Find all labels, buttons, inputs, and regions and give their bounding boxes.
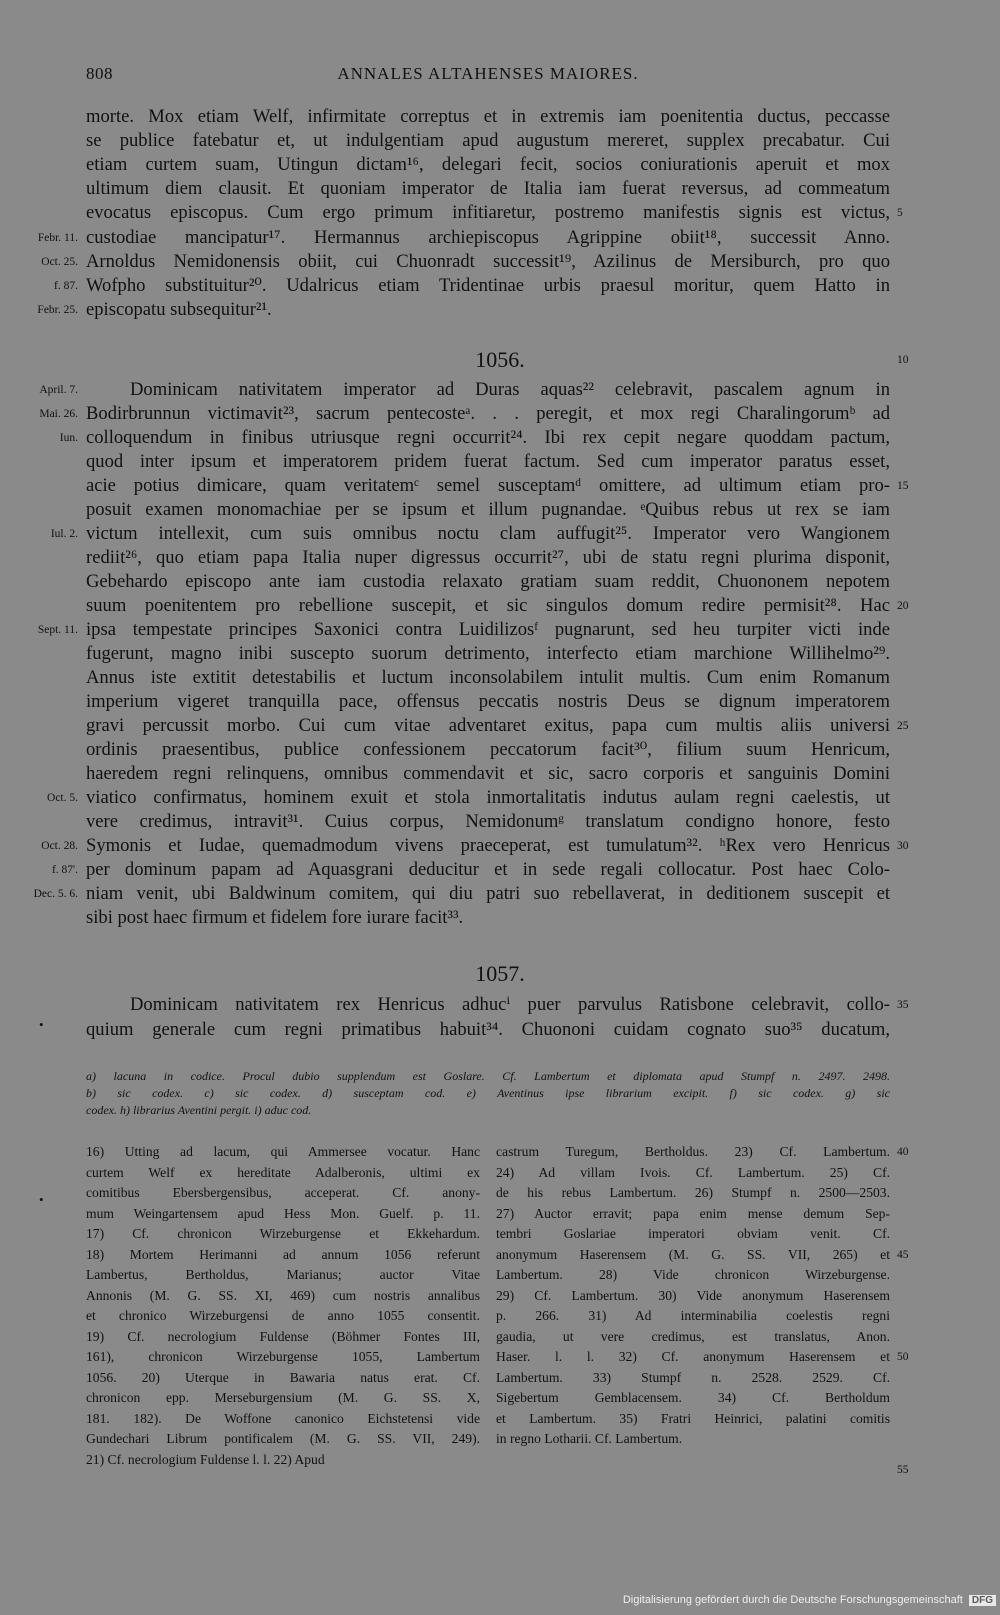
note-line: Gundechari Librum pontificalem (M. G. SS. VII, 249). xyxy=(86,1431,480,1446)
note-line: 18) Mortem Herimanni ad annum 1056 referunt xyxy=(86,1246,480,1262)
text-line: per dominum papam ad Aquasgrani deducitur et in sede regali collocatur. Post haec Colo- xyxy=(86,859,890,880)
footer-text: Digitalisierung gefördert durch die Deutsche Forschungsgemeinschaft xyxy=(622,1594,963,1606)
note-line: comitibus Ebersbergensibus, acceperat. Cf. anony- xyxy=(86,1185,480,1200)
text-line: se publice fatebatur et, ut indulgentiam apud augustum mereret, supplex precabatur. Cui xyxy=(86,130,890,152)
margin-date: April. 7. xyxy=(39,384,78,396)
margin-date: Oct. 5. xyxy=(47,792,78,804)
note-line: gaudia, ut vere credimus, est translatus, Anon. xyxy=(496,1328,890,1344)
line-number: 15 xyxy=(897,480,909,492)
line-number: 35 xyxy=(897,999,909,1011)
line-number: 25 xyxy=(897,720,909,732)
text-line: posuit examen monomachiae per se ipsum et illum pugnandae. ᵉQuibus rebus ut rex se iam xyxy=(86,499,890,520)
textual-note-line: codex. h) librarius Aventini pergit. i) aduc cod. xyxy=(86,1103,312,1117)
note-line: 181. 182). De Woffone canonico Eichstetensi vide xyxy=(86,1410,480,1426)
text-line: Gebehardo episcopo ante iam custodia relaxato gratiam suam reddit, Chuononem nepotem xyxy=(86,571,890,592)
margin-date: f. 87'. xyxy=(51,864,78,876)
text-line: Symonis et Iudae, quemadmodum vivens praeceperat, est tumulatum³². ʰRex vero Henricus xyxy=(86,835,890,856)
margin-date: Febr. 25. xyxy=(37,303,78,316)
note-line: Haser. l. l. 32) Cf. anonymum Haserensem et xyxy=(496,1349,890,1364)
historical-notes-left-column xyxy=(86,1142,480,1470)
text-line: episcopatu subsequitur²¹. xyxy=(86,298,272,320)
line-number: 20 xyxy=(897,600,909,612)
margin-date: Febr. 11. xyxy=(37,231,78,244)
year-heading-1056: 1056. xyxy=(475,347,525,372)
text-line: sibi post haec firmum et fidelem fore iurare facit³³. xyxy=(86,907,464,928)
text-line: fugerunt, magno inibi suscepto suorum detrimento, interfecto etiam marchione Willihelmo²⁹. xyxy=(86,643,890,664)
text-line: etiam curtem suam, Utingun dictam¹⁶, delegari fecit, socios coniurationis aperuit et mox xyxy=(86,154,890,176)
margin-bullet: • xyxy=(39,1017,44,1032)
text-line: ordinis praesentibus, publice confessionem peccatorum facit³⁰, filium suum Henricum, xyxy=(86,739,890,760)
margin-date: Sept. 11. xyxy=(37,624,78,636)
text-line: ipsa tempestate principes Saxonici contra Luidilizosᶠ pugnarunt, sed heu turpiter victi inde xyxy=(86,619,890,640)
line-number: 55 xyxy=(897,1464,909,1476)
margin-date: Oct. 25. xyxy=(41,255,78,268)
textual-note-line: a) lacuna in codice. Procul dubio supplendum est Goslare. Cf. Lambertum et diplomata apud Stumpf n. 2497. 2498. xyxy=(86,1069,890,1083)
note-line: p. 266. 31) Ad interminabilia coelestis regni xyxy=(496,1308,890,1323)
running-header xyxy=(86,64,890,90)
note-line: anonymum Haserensem (M. G. SS. VII, 265) et xyxy=(496,1246,890,1262)
line-number: 30 xyxy=(897,840,909,852)
text-line: evocatus episcopus. Cum ergo primum infitiaretur, postremo manifestis signis est victus, xyxy=(86,202,890,224)
margin-date: f. 87. xyxy=(54,279,78,292)
text-line: niam venit, ubi Baldwinum comitem, qui diu patri suo rebellaverat, in deditionem suscepit et xyxy=(86,883,890,904)
text-line: quod inter ipsum et imperatorem pridem fuerat factum. Sed cum imperator paratus esset, xyxy=(86,451,890,472)
text-line: ultimum diem clausit. Et quoniam imperator de Italia iam fuerat reversus, ad commeatum xyxy=(86,178,890,200)
text-line: victum intellexit, cum suis omnibus noctu clam auffugit²⁵. Imperator vero Wangionem xyxy=(86,523,890,544)
digitization-footer xyxy=(623,1594,996,1606)
textual-note-line: b) sic codex. c) sic codex. d) susceptam cod. e) Aventinus ipse librarium excipit. f) sic codex. g) sic xyxy=(86,1086,890,1100)
margin-date: Oct. 28. xyxy=(41,840,78,852)
margin-bullet: • xyxy=(39,1192,44,1207)
text-line: Dominicam nativitatem rex Henricus adhucⁱ puer parvulus Ratisbone celebravit, collo- xyxy=(130,994,890,1015)
text-line: morte. Mox etiam Welf, infirmitate correptus et in extremis iam poenitentia ductus, peccasse xyxy=(86,106,890,127)
margin-date: Iun. xyxy=(59,432,78,444)
note-line: 161), chronicon Wirzeburgense 1055, Lambertum xyxy=(86,1349,480,1364)
note-line: 24) Ad villam Ivois. Cf. Lambertum. 25) Cf. xyxy=(496,1164,890,1180)
line-number: 45 xyxy=(897,1249,909,1261)
note-line: et chronico Wirzeburgensi de anno 1055 consentit. xyxy=(86,1308,480,1323)
text-line: acie potius dimicare, quam veritatemᶜ semel susceptamᵈ omittere, ad ultimum etiam pro- xyxy=(86,475,890,496)
note-line: chronicon epp. Merseburgensium (M. G. SS. X, xyxy=(86,1390,480,1405)
text-line: imperium vigeret tranquilla pace, offensus peccatis nostris Deus se dignum imperatorem xyxy=(86,691,890,712)
note-line: 17) Cf. chronicon Wirzeburgense et Ekkehardum. xyxy=(86,1226,480,1241)
historical-notes-right-column xyxy=(496,1142,890,1450)
note-line: castrum Turegum, Bertholdus. 23) Cf. Lambertum. xyxy=(496,1144,890,1159)
note-line: 27) Auctor erravit; papa enim mense demum Sep- xyxy=(496,1205,890,1221)
margin-date: Mai. 26. xyxy=(39,408,78,420)
text-line: custodiae mancipatur¹⁷. Hermannus archiepiscopus Agrippine obiit¹⁸, successit Anno. xyxy=(86,226,890,248)
note-line: Lambertum. 28) Vide chronicon Wirzeburgense. xyxy=(496,1267,890,1282)
note-line: Sigebertum Gemblacensem. 34) Cf. Bertholdum xyxy=(496,1390,890,1405)
running-title: ANNALES ALTAHENSES MAIORES. xyxy=(337,64,639,83)
text-line: gravi percussit morbo. Cui cum vitae adventaret exitus, papa cum multis aliis universi xyxy=(86,715,890,736)
line-number: 5 xyxy=(897,207,903,220)
note-line: de his rebus Lambertum. 26) Stumpf n. 2500—2503. xyxy=(496,1185,890,1200)
line-number: 50 xyxy=(897,1351,909,1363)
year-heading-1057: 1057. xyxy=(475,961,525,986)
note-line: tembri Goslariae imperatori obviam venit. Cf. xyxy=(496,1226,890,1241)
text-line: Wofpho substituitur²⁰. Udalricus etiam Tridentinae urbis praesul moritur, quem Hatto in xyxy=(86,274,890,296)
text-line: vere credimus, intravit³¹. Cuius corpus, Nemidonumᵍ translatum condigno honore, festo xyxy=(86,811,890,832)
note-line: curtem Welf ex hereditate Adalberonis, ultimi ex xyxy=(86,1164,480,1180)
line-number: 40 xyxy=(897,1146,909,1158)
text-line: haeredem regni relinquens, omnibus commendavit et sic, sacro corporis et sanguinis Domini xyxy=(86,763,890,784)
text-line: Annus iste extitit detestabilis et luctum inconsolabilem intulit multis. Cum enim Romanum xyxy=(86,667,890,688)
note-line: 21) Cf. necrologium Fuldense l. l. 22) Apud xyxy=(86,1451,325,1467)
note-line: 1056. 20) Uterque in Bawaria natus erat. Cf. xyxy=(86,1369,480,1385)
note-line: mum Weingartensem apud Hess Mon. Guelf. p. 11. xyxy=(86,1205,480,1221)
note-line: 16) Utting ad lacum, qui Ammersee vocatur. Hanc xyxy=(86,1144,480,1159)
text-line: viatico confirmatus, hominem exuit et stola inmortalitatis indutus aulam regni caelestis, ut xyxy=(86,787,890,808)
text-line: Bodirbrunnun victimavit²³, sacrum pentecosteᵃ. . . peregit, et mox regi Charalingorumᵇ ad xyxy=(86,403,890,424)
text-line: Arnoldus Nemidonensis obiit, cui Chuonradt successit¹⁹, Azilinus de Mersiburch, pro quo xyxy=(86,250,890,272)
note-line: Lambertum. 33) Stumpf n. 2528. 2529. Cf. xyxy=(496,1369,890,1385)
dfg-logo: DFG xyxy=(969,1595,996,1606)
text-line: rediit²⁶, quo etiam papa Italia nuper digressus occurrit²⁷, ubi de statu regni plurima disponit, xyxy=(86,547,890,568)
note-line: et Lambertum. 35) Fratri Heinrici, palatini comitis xyxy=(496,1410,890,1426)
note-line: Annonis (M. G. SS. XI, 469) cum nostris annalibus xyxy=(86,1287,480,1303)
note-line: 29) Cf. Lambertum. 30) Vide anonymum Haserensem xyxy=(496,1287,890,1303)
margin-date: Iul. 2. xyxy=(50,528,78,540)
text-line: Dominicam nativitatem imperator ad Duras aquas²² celebravit, pascalem agnum in xyxy=(130,379,890,400)
note-line: 19) Cf. necrologium Fuldense (Böhmer Fontes III, xyxy=(86,1328,480,1344)
margin-date: Dec. 5. 6. xyxy=(33,888,78,900)
text-line: quium generale cum regni primatibus habuit³⁴. Chuononi cuidam cognato suo³⁵ ducatum, xyxy=(86,1018,890,1040)
text-line: suum poenitentem pro rebellione suscepit, et sic singulos domum redire permisit²⁸. Hac xyxy=(86,595,890,616)
note-line: in regno Lotharii. Cf. Lambertum. xyxy=(496,1431,683,1446)
note-line: Lambertus, Bertholdus, Marianus; auctor Vitae xyxy=(86,1267,480,1282)
text-line: colloquendum in finibus utriusque regni occurrit²⁴. Ibi rex cepit negare quoddam pactum, xyxy=(86,427,890,448)
page-number: 808 xyxy=(86,64,113,83)
line-number: 10 xyxy=(897,354,909,366)
